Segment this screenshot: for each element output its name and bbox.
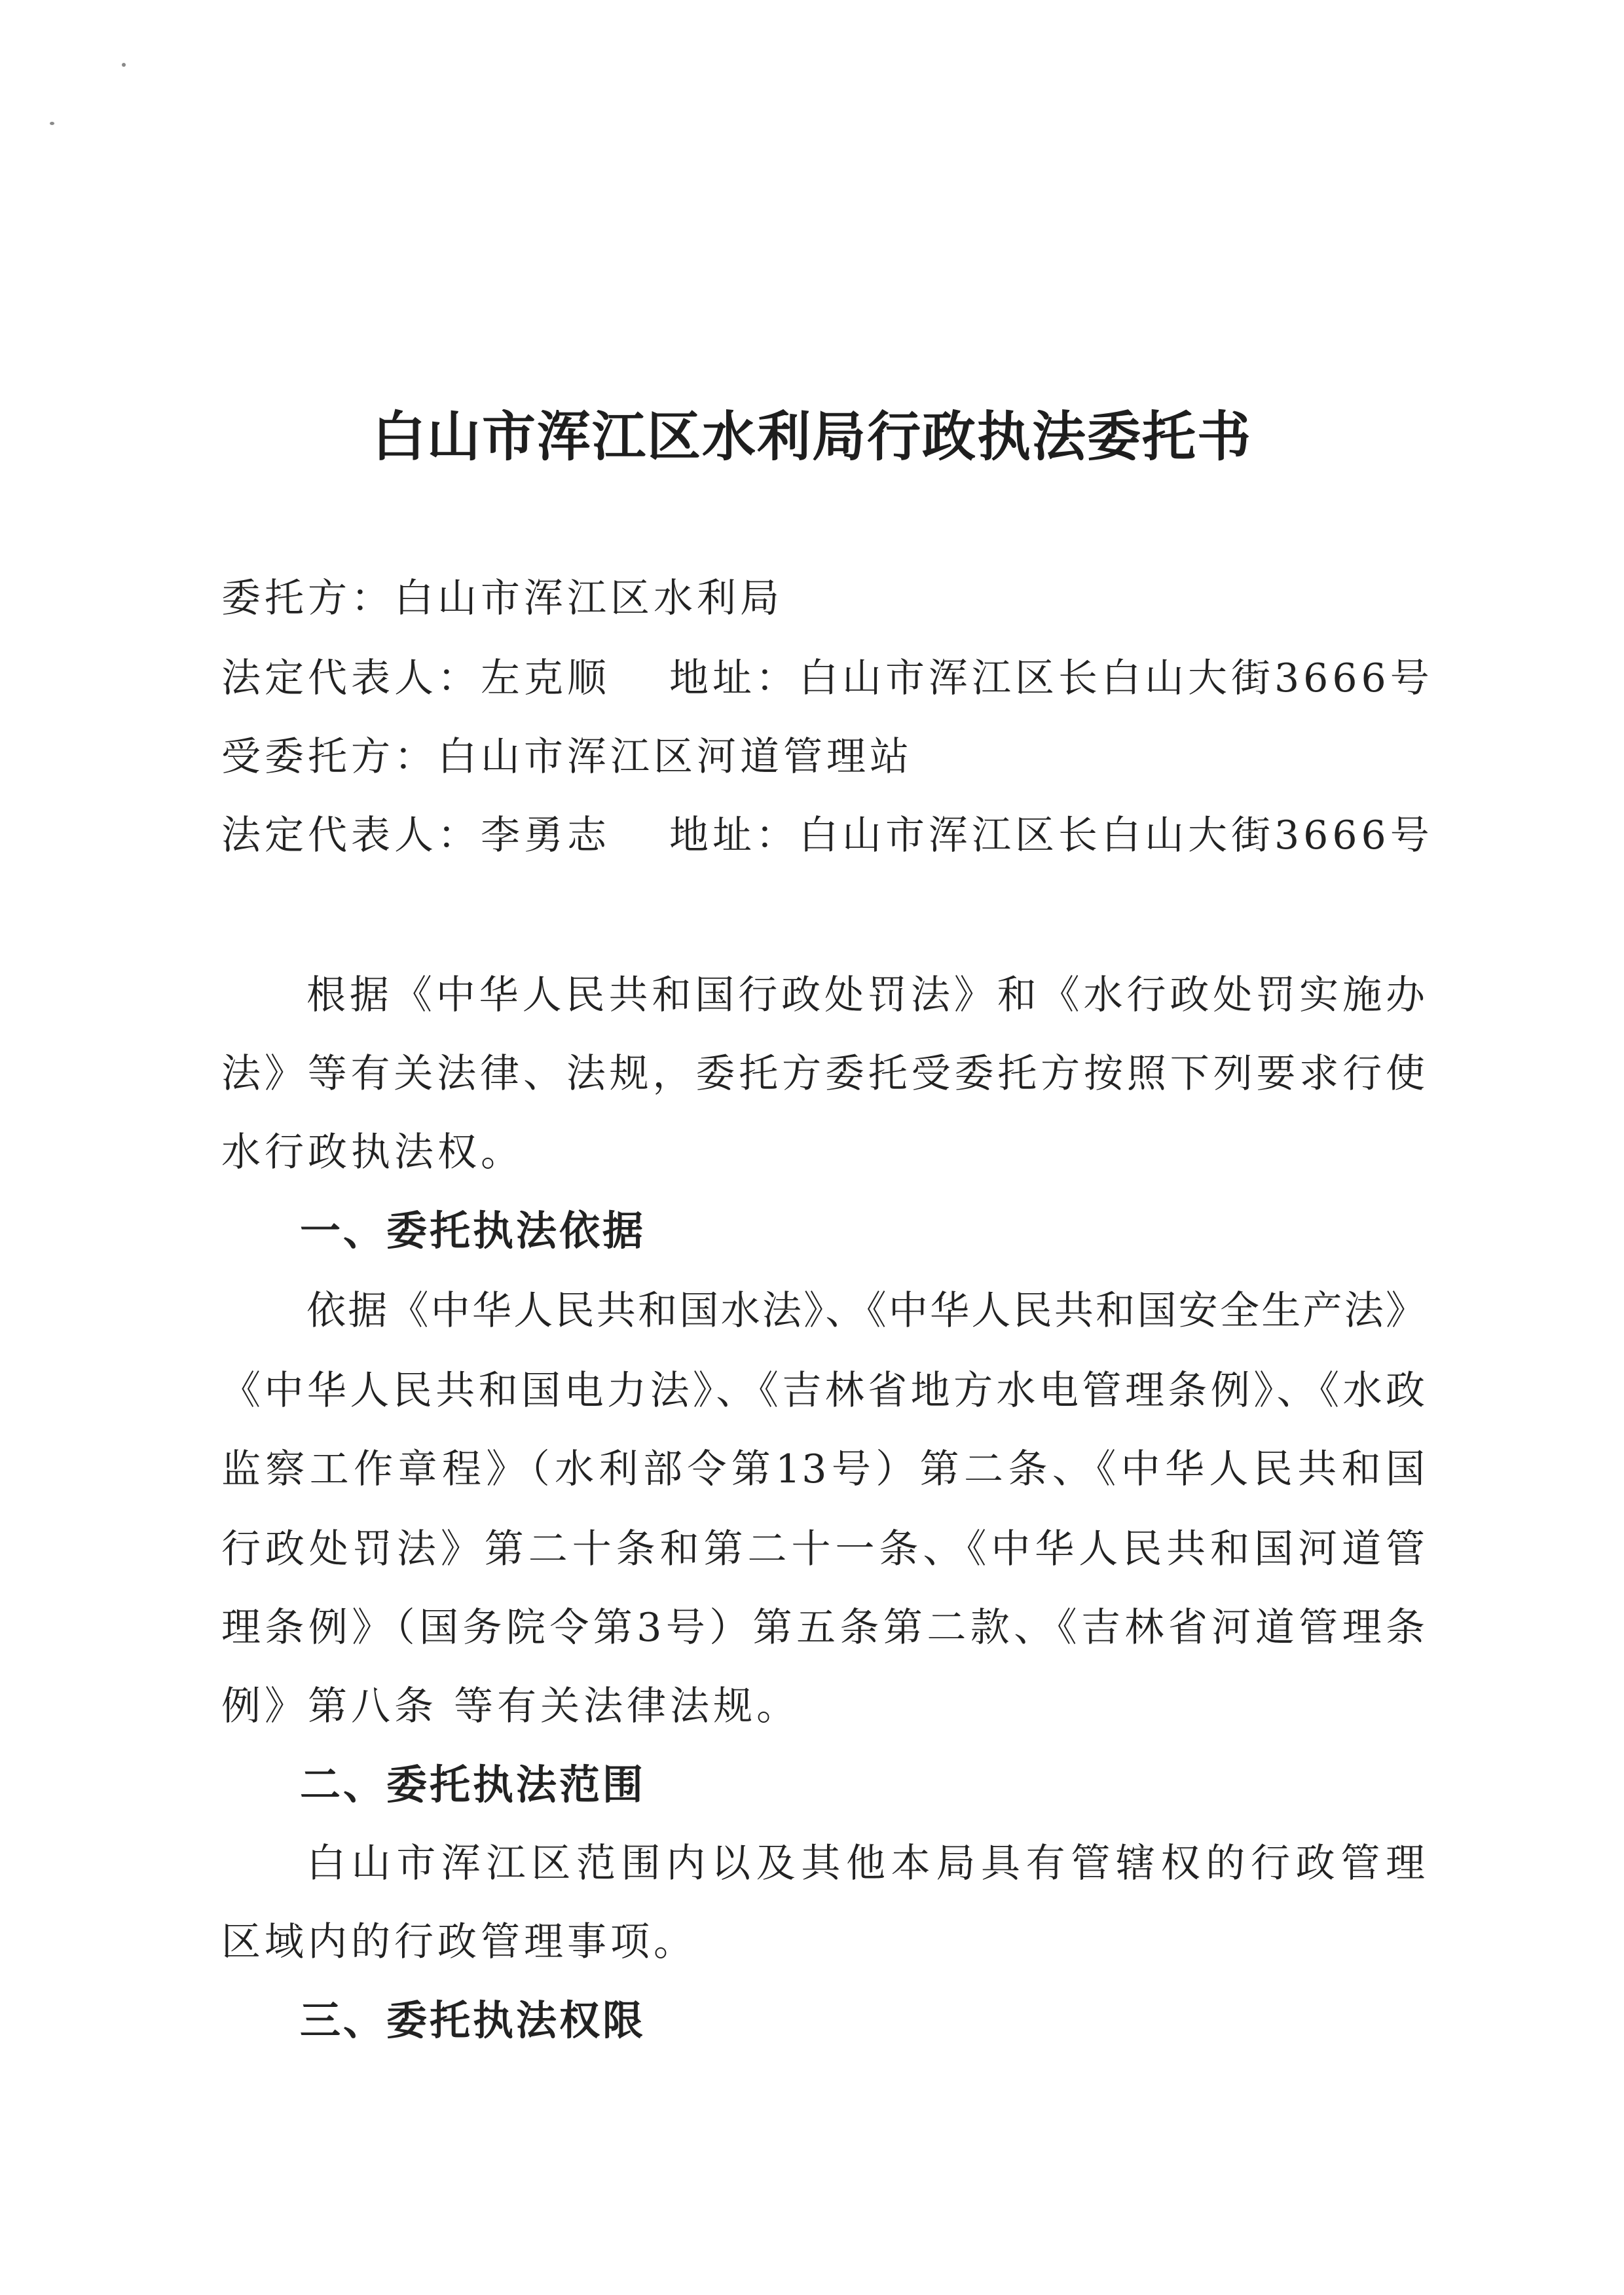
scan-speck [122, 63, 126, 67]
agent-name: 白山市浑江区河道管理站 [437, 734, 913, 780]
intro-line: 法》等有关法律、法规，委托方委托受委托方按照下列要求行使 [221, 1051, 1426, 1097]
agent-label: 受委托方： [221, 734, 437, 780]
section1-line: 理条例》（国务院令第3号）第五条第二款、《吉林省河道管理条 [221, 1605, 1426, 1651]
section1-line: 例》第八条 等有关法律法规。 [221, 1683, 800, 1729]
principal-rep-name: 左克顺 [481, 655, 610, 701]
section1-line: 依据《中华人民共和国水法》、《中华人民共和国安全生产法》 [306, 1288, 1426, 1334]
principal-name: 白山市浑江区水利局 [394, 576, 783, 621]
document-title: 白山市浑江区水利局行政执法委托书 [371, 406, 1252, 468]
agent-address: 白山市浑江区长白山大街3666号 [799, 813, 1433, 858]
principal-rep-label: 法定代表人： [221, 655, 481, 701]
principal-rep-line [221, 655, 1433, 702]
section3-heading: 三、委托执法权限 [300, 1996, 646, 2044]
principal-line [221, 575, 1426, 622]
intro-line: 水行政执法权。 [221, 1129, 524, 1175]
agent-rep-label: 法定代表人： [221, 813, 481, 858]
agent-address-label: 地址： [669, 813, 799, 858]
section2-line: 区域内的行政管理事项。 [221, 1919, 697, 1965]
principal-label: 委托方： [221, 576, 394, 621]
agent-rep-name: 李勇志 [481, 813, 610, 858]
agent-line [221, 733, 1426, 780]
principal-address-label: 地址： [669, 655, 799, 701]
section2-line: 白山市浑江区范围内以及其他本局具有管辖权的行政管理 [306, 1841, 1426, 1886]
section1-line: 监察工作章程》（水利部令第13号）第二条、《中华人民共和国 [221, 1446, 1426, 1492]
agent-rep-line [221, 812, 1433, 859]
section2-heading: 二、委托执法范围 [300, 1761, 646, 1808]
section1-line: 行政处罚法》第二十条和第二十一条、《中华人民共和国河道管 [221, 1526, 1426, 1572]
section1-line: 《中华人民共和国电力法》、《吉林省地方水电管理条例》、《水政 [221, 1368, 1426, 1414]
intro-line: 根据《中华人民共和国行政处罚法》和《水行政处罚实施办 [306, 972, 1426, 1018]
section1-heading: 一、委托执法依据 [300, 1207, 646, 1255]
scan-speck [50, 122, 54, 125]
principal-address: 白山市浑江区长白山大街3666号 [799, 655, 1433, 701]
